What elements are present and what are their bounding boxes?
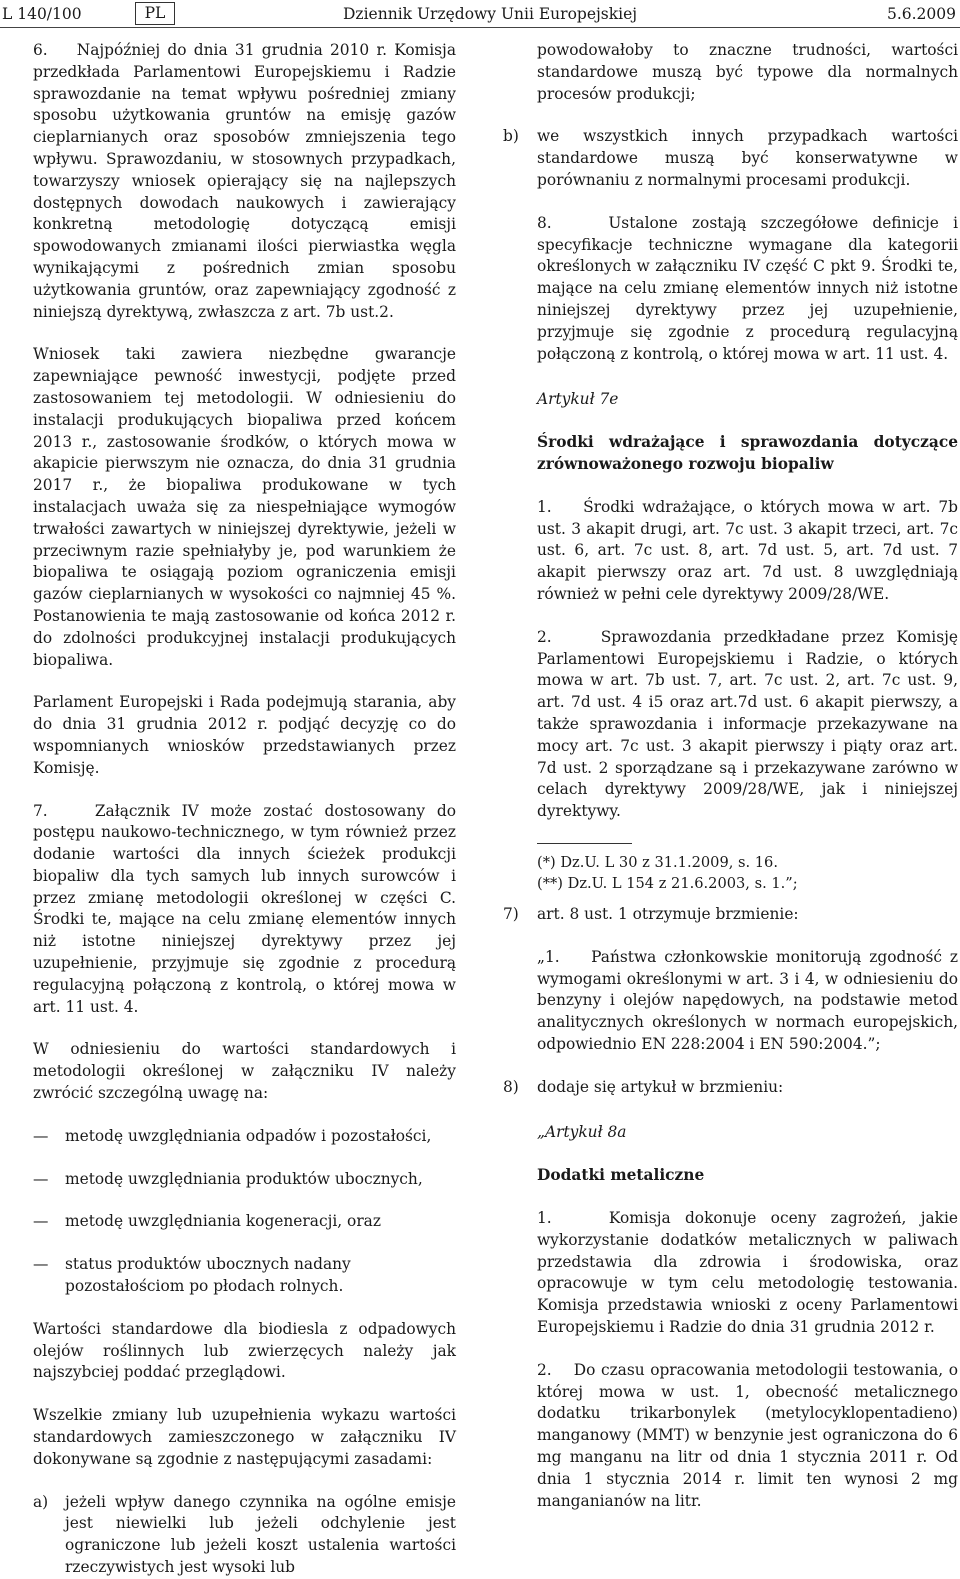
paragraph-amendments: Wszelkie zmiany lub uzupełnienia wykazu wartości standardowych zamieszczonego w załączniku IV dokonywane są zgodnie z następującymi zasadami:: [33, 1406, 456, 1468]
list-item: [33, 1211, 456, 1233]
journal-title: Dziennik Urzędowy Unii Europejskiej: [343, 5, 638, 23]
item-marker: a): [33, 1492, 49, 1511]
page-header: [0, 2, 960, 26]
item-marker: 8): [503, 1077, 519, 1096]
item-marker: 7): [503, 904, 519, 923]
left-column: [33, 40, 456, 1579]
item-marker: b): [503, 127, 519, 146]
list-item-text: art. 8 ust. 1 otrzymuje brzmienie:: [537, 904, 799, 923]
paragraph-proposal: Wniosek taki zawiera niezbędne gwarancje zapewniające pewność inwestycji, podjęte przed zastosowaniem tej metodologii. W odniesieniu do instalacji produkujących biopaliwa przed końcem 2013 r., zastosowanie środków, o których mowa w akapicie pierwszym nie oznacza, do dnia 31 grudnia 2017 r., że biopaliwa produkowane w tych instalacjach uważa się za niespełniające wymogów trwałości zawartych w niniejszej dyrektywie, jeżeli w przeciwnym razie spełniałyby je, pod warunkiem że biopaliwa te osiągają poziom ograniczenia emisji gazów cieplarnianych w wysokości co najmniej 45 %. Postanowienia te mają zastosowanie od końca 2012 r. do zdolności produkcyjnej instalacji produkujących biopaliwa.: [33, 345, 456, 669]
journal-reference: L 140/100: [2, 5, 82, 23]
article-8a-heading: Dodatki metaliczne: [537, 1166, 705, 1185]
paragraph-biodiesel: Wartości standardowe dla biodiesla z odpadowych olejów roślinnych lub zwierzęcych należy jak najszybciej poddać przeglądowi.: [33, 1319, 456, 1382]
quoted-paragraph: „1. Państwa członkowskie monitorują zgodność z wymogami określonymi w art. 3 i 4, w odniesieniu do benzyny i olejów napędowych, na podstawie metod analitycznych określonych w normach europejskich, odpowiednio EN 228:2004 i EN 590:2004.”;: [537, 947, 958, 1053]
list-item-a-continued: powodowałoby to znaczne trudności, wartości standardowe muszą być typowe dla normalnych procesów produkcji;: [537, 41, 958, 103]
list-item: [33, 1254, 456, 1298]
footnote-divider: [537, 843, 632, 844]
list-item-text: metodę uwzględniania odpadów i pozostałości,: [65, 1126, 432, 1145]
paragraph-default-values: W odniesieniu do wartości standardowych i metodologii określonej w załączniku IV należy zwrócić szczególną uwagę na:: [33, 1040, 456, 1103]
list-item-text: status produktów ubocznych nadany pozostałościom po płodach rolnych.: [65, 1255, 351, 1296]
language-badge: PL: [135, 2, 175, 25]
list-item: [33, 1169, 456, 1191]
dash-marker: —: [33, 1126, 49, 1145]
article-7e-heading: Środki wdrażające i sprawozdania dotyczące zrównoważonego rozwoju biopaliw: [537, 433, 958, 473]
list-item-a: [33, 1492, 456, 1579]
header-divider: [0, 27, 960, 28]
list-item: [33, 1126, 456, 1148]
right-column: [503, 40, 958, 1512]
dash-marker: —: [33, 1212, 49, 1231]
paragraph-7: 7. Załącznik IV może zostać dostosowany do postępu naukowo-technicznego, w tym również przez dodanie wartości dla innych ścieżek produkcji biopaliw dla tych samych lub innych surowców i przez zmianę metodologii określonej w części C. Środki te, mające na celu zmianę elementów innych niż istotne niniejszej dyrektywy przez jej uzupełnienie, przyjmuje się zgodnie z procedurą regulacyjną połączoną z kontrolą, o której mowa w art. 11 ust. 4.: [33, 801, 456, 1016]
paragraph-parliament: Parlament Europejski i Rada podejmują starania, aby do dnia 31 grudnia 2012 r. podjąć decyzję co do wspomnianych wniosków przedstawianych przez Komisję.: [33, 693, 456, 777]
paragraph-8: 8. Ustalone zostają szczegółowe definicje i specyfikacje techniczne wymagane dla kategorii określonych w załączniku IV część C pkt 9. Środki te, mające na celu zmianę elementów innych niż istotne niniejszej dyrektywy przez jej uzupełnienie, przyjmuje się zgodnie z procedurą regulacyjną połączoną z kontrolą, o której mowa w art. 11 ust. 4.: [537, 213, 958, 363]
article-7e-paragraph-2: 2. Sprawozdania przedkładane przez Komisję Parlamentowi Europejskiemu i Radzie, o których mowa w art. 7b ust. 7, art. 7c ust. 2, art. 7c ust. 9, art. 7d ust. 4 i5 oraz art.7d ust. 6 akapit pierwszy, a także sprawozdania i informacje przekazywane na mocy art. 7c ust. 3 akapit pierwszy i piąty oraz art. 7d ust. 2 sporządzane są i przekazywane zarówno w celach dyrektywy 2009/28/WE, jak i niniejszej dyrektywy.: [537, 627, 958, 821]
dash-marker: —: [33, 1255, 49, 1274]
article-7e-title: Artykuł 7e: [537, 390, 619, 409]
article-8a-paragraph-1: 1. Komisja dokonuje oceny zagrożeń, jakie wykorzystanie dodatków metalicznych w paliwach przedstawia dla zdrowia i środowiska, oraz opracowuje w tym celu metodologię testowania. Komisja przedstawia wnioski z oceny Parlamentowi Europejskiemu i Radzie do dnia 31 grudnia 2012 r.: [537, 1209, 958, 1337]
dash-marker: —: [33, 1169, 49, 1188]
footnote: (*) Dz.U. L 30 z 31.1.2009, s. 16.: [537, 853, 778, 871]
article-7e-paragraph-1: 1. Środki wdrażające, o których mowa w art. 7b ust. 3 akapit drugi, art. 7c ust. 3 akapit trzeci, art. 7c ust. 6, art. 7c ust. 8, art. 7d ust. 5, art. 7d ust. 7 akapit pierwszy oraz art. 7d ust. 8 uwzględniają również w pełni cele dyrektywy 2009/28/WE.: [537, 497, 958, 603]
list-item-text: dodaje się artykuł w brzmieniu:: [537, 1077, 784, 1096]
list-item-7: [503, 904, 958, 926]
article-8a-title: „Artykuł 8a: [537, 1123, 627, 1142]
list-item-8: [503, 1077, 958, 1099]
footnote: (**) Dz.U. L 154 z 21.6.2003, s. 1.”;: [537, 874, 798, 892]
list-item-b: [503, 126, 958, 191]
list-item-text: we wszystkich innych przypadkach wartości standardowe muszą być konserwatywne w porównaniu z normalnymi procesami produkcji.: [537, 127, 958, 189]
list-item-text: jeżeli wpływ danego czynnika na ogólne emisje jest niewielki lub jeżeli odchylenie jest ograniczone lub jeżeli koszt ustalenia wartości rzeczywistych jest wysoki lub: [65, 1492, 456, 1577]
article-8a-paragraph-2: 2. Do czasu opracowania metodologii testowania, o której mowa w ust. 1, obecność metalicznego dodatku trikarbonylek (metylocyklopentadieno) manganowy (MMT) w benzynie jest ograniczona do 6 mg manganu na litr od dnia 1 stycznia 2011 r. Od dnia 1 stycznia 2014 r. limit ten wynosi 2 mg manganianów na litr.: [537, 1360, 958, 1510]
publication-date: 5.6.2009: [886, 5, 956, 23]
list-item-text: metodę uwzględniania kogeneracji, oraz: [65, 1212, 381, 1231]
paragraph-6: 6. Najpóźniej do dnia 31 grudnia 2010 r. Komisja przedkłada Parlamentowi Europejskiemu i Radzie sprawozdanie na temat wpływu pośredniej zmiany sposobu użytkowania gruntów na emisję gazów cieplarnianych oraz sposobów zmniejszenia tego wpływu. Sprawozdaniu, w stosownych przypadkach, towarzyszy wniosek opierający się na najlepszych dostępnych dowodach naukowych i zawierający konkretną metodologię dotyczącą emisji spowodowanych zmianami ilości pierwiastka węgla wynikającymi z pośrednich zmian sposobu użytkowania gruntów, oraz zapewniający zgodność z niniejszą dyrektywą, zwłaszcza z art. 7b ust.2.: [33, 41, 456, 321]
list-item-text: metodę uwzględniania produktów ubocznych,: [65, 1169, 423, 1188]
